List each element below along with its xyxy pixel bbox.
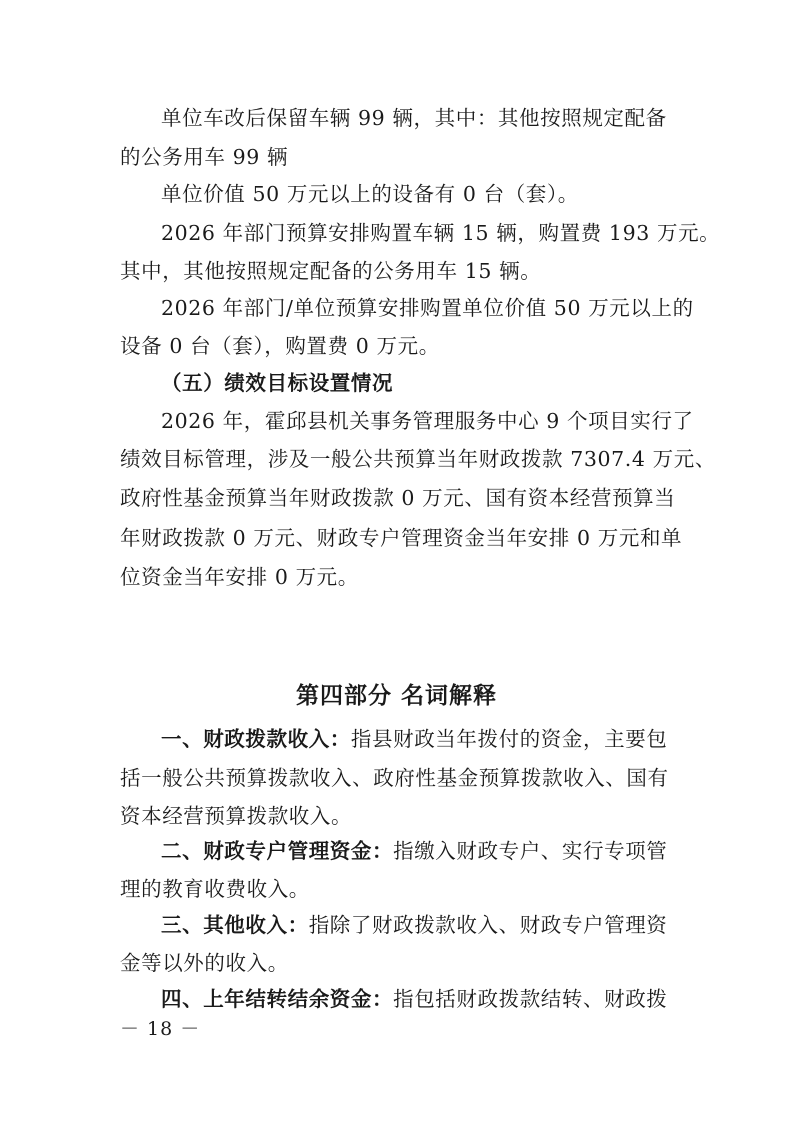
- definition-line: 理的教育收费收入。: [120, 877, 310, 901]
- paragraph-line: 2026 年部门预算安排购置车辆 15 辆，购置费 193 万元。: [161, 221, 721, 245]
- definition-text: 指县财政当年拨付的资金，主要包: [350, 727, 668, 751]
- part-title: 第四部分 名词解释: [295, 683, 497, 709]
- paragraph-line: 绩效目标管理，涉及一般公共预算当年财政拨款 7307.4 万元、: [120, 447, 716, 471]
- definition-text: 指除了财政拨款收入、财政专户管理资: [308, 913, 668, 937]
- definition-line: 金等以外的收入。: [120, 951, 289, 975]
- paragraph-line: 2026 年部门/单位预算安排购置单位价值 50 万元以上的: [161, 296, 694, 320]
- paragraph-line: 位资金当年安排 0 万元。: [120, 565, 359, 589]
- paragraph-line: 2026 年，霍邱县机关事务管理服务中心 9 个项目实行了: [161, 409, 694, 433]
- paragraph-line: 设备 0 台（套），购置费 0 万元。: [120, 334, 440, 358]
- definition-line: [161, 836, 681, 866]
- definition-term: 四、上年结转结余资金：: [161, 987, 394, 1011]
- definition-line: [161, 724, 681, 754]
- definition-text: 指缴入财政专户、实行专项管: [393, 839, 668, 863]
- page-number: － 18 －: [120, 1018, 201, 1040]
- definition-line: 资本经营预算拨款收入。: [120, 804, 353, 828]
- paragraph-line: 的公务用车 99 辆: [120, 145, 289, 169]
- paragraph-line: 单位价值 50 万元以上的设备有 0 台（套）。: [161, 182, 579, 206]
- paragraph-line: 其中，其他按照规定配备的公务用车 15 辆。: [120, 259, 542, 283]
- definition-line: [161, 910, 681, 940]
- definition-line: 括一般公共预算拨款收入、政府性基金预算拨款收入、国有: [120, 766, 669, 790]
- definition-text: 指包括财政拨款结转、财政拨: [393, 987, 668, 1011]
- definition-term: 三、其他收入：: [161, 913, 309, 937]
- section-heading: （五）绩效目标设置情况: [161, 371, 394, 395]
- definition-term: 二、财政专户管理资金：: [161, 839, 394, 863]
- definition-term: 一、财政拨款收入：: [161, 727, 351, 751]
- paragraph-line: 年财政拨款 0 万元、财政专户管理资金当年安排 0 万元和单: [120, 526, 683, 550]
- paragraph-line: 单位车改后保留车辆 99 辆，其中：其他按照规定配备: [161, 106, 667, 130]
- paragraph-line: 政府性基金预算当年财政拨款 0 万元、国有资本经营预算当: [120, 486, 676, 510]
- definition-line: [161, 984, 681, 1014]
